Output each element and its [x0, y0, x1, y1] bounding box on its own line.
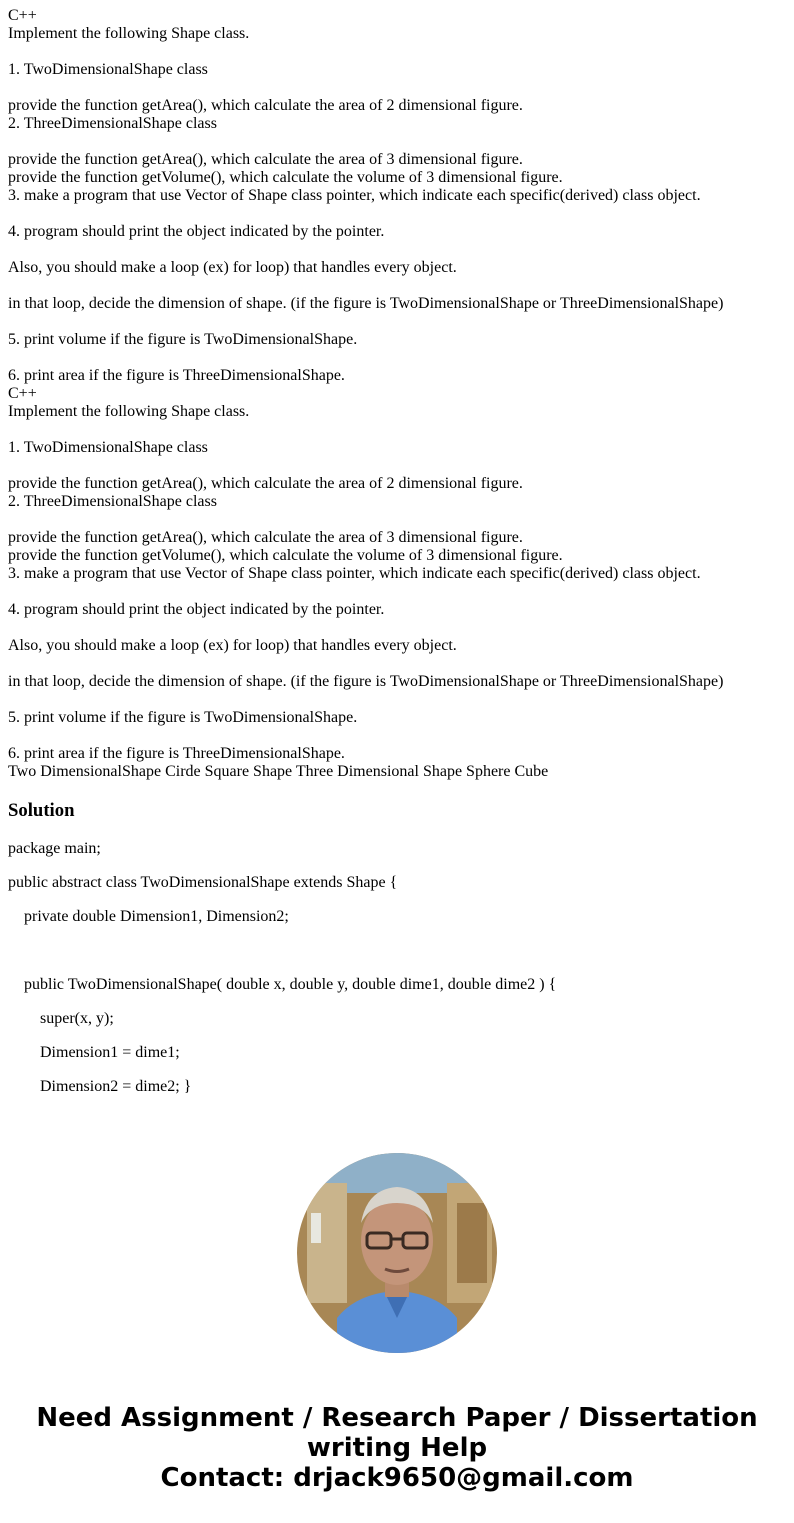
- code-line: public TwoDimensionalShape( double x, double y, double dime1, double dime2 ) {: [8, 976, 557, 993]
- question-line: 3. make a program that use Vector of Shape class pointer, which indicate each specific(derived) class object.: [8, 565, 701, 582]
- author-photo: [297, 1153, 497, 1353]
- question-text: [8, 7, 788, 781]
- question-line: provide the function getVolume(), which calculate the volume of 3 dimensional figure.: [8, 547, 563, 564]
- question-line: 4. program should print the object indicated by the pointer.: [8, 601, 385, 618]
- question-lines: [8, 7, 788, 763]
- question-line: [8, 241, 788, 259]
- question-line: [8, 43, 788, 61]
- question-line: 2. ThreeDimensionalShape class: [8, 493, 217, 510]
- question-line: 6. print area if the figure is ThreeDimensionalShape.: [8, 745, 345, 762]
- question-line: [8, 511, 788, 529]
- question-line: 5. print volume if the figure is TwoDimensionalShape.: [8, 709, 358, 726]
- solution-heading: Solution: [8, 800, 75, 821]
- promo-line-3: Contact: drjack9650@gmail.com: [160, 1463, 634, 1493]
- question-line: Implement the following Shape class.: [8, 403, 250, 420]
- question-line: [8, 277, 788, 295]
- question-line: 4. program should print the object indicated by the pointer.: [8, 223, 385, 240]
- figure-caption: Two DimensionalShape Cirde Square Shape Three Dimensional Shape Sphere Cube: [8, 763, 549, 780]
- question-line: [8, 583, 788, 601]
- question-line: [8, 727, 788, 745]
- question-line: provide the function getArea(), which calculate the area of 3 dimensional figure.: [8, 529, 523, 546]
- question-line: Implement the following Shape class.: [8, 25, 250, 42]
- code-line: super(x, y);: [8, 1010, 114, 1027]
- code-line: Dimension1 = dime1;: [8, 1044, 180, 1061]
- promo-line-1: Need Assignment / Research Paper / Dissertation: [36, 1403, 758, 1433]
- code-line: package main;: [8, 840, 101, 857]
- question-line: in that loop, decide the dimension of shape. (if the figure is TwoDimensionalShape or ThreeDimensionalShape): [8, 295, 724, 312]
- question-line: Also, you should make a loop (ex) for loop) that handles every object.: [8, 259, 457, 276]
- promo-banner: [0, 1403, 794, 1493]
- question-line: [8, 79, 788, 97]
- question-line: [8, 619, 788, 637]
- promo-line-2: writing Help: [306, 1433, 488, 1463]
- code-line: Dimension2 = dime2; }: [8, 1078, 192, 1095]
- question-line: 2. ThreeDimensionalShape class: [8, 115, 217, 132]
- question-line: C++: [8, 7, 37, 24]
- question-line: [8, 349, 788, 367]
- question-line: C++: [8, 385, 37, 402]
- question-line: 1. TwoDimensionalShape class: [8, 61, 208, 78]
- question-line: [8, 133, 788, 151]
- author-photo-image: [297, 1153, 497, 1353]
- question-line: Also, you should make a loop (ex) for loop) that handles every object.: [8, 637, 457, 654]
- question-line: 3. make a program that use Vector of Shape class pointer, which indicate each specific(derived) class object.: [8, 187, 701, 204]
- question-line: [8, 421, 788, 439]
- question-line: provide the function getArea(), which calculate the area of 3 dimensional figure.: [8, 151, 523, 168]
- question-line: provide the function getArea(), which calculate the area of 2 dimensional figure.: [8, 475, 523, 492]
- question-line: provide the function getArea(), which calculate the area of 2 dimensional figure.: [8, 97, 523, 114]
- question-line: [8, 655, 788, 673]
- code-line: [8, 942, 788, 976]
- question-line: [8, 691, 788, 709]
- code-line: private double Dimension1, Dimension2;: [8, 908, 289, 925]
- code-line: public abstract class TwoDimensionalShape extends Shape {: [8, 874, 398, 891]
- question-line: provide the function getVolume(), which calculate the volume of 3 dimensional figure.: [8, 169, 563, 186]
- question-line: 1. TwoDimensionalShape class: [8, 439, 208, 456]
- question-line: in that loop, decide the dimension of shape. (if the figure is TwoDimensionalShape or ThreeDimensionalShape): [8, 673, 724, 690]
- question-line: [8, 457, 788, 475]
- question-line: [8, 313, 788, 331]
- solution-code: [8, 840, 788, 1112]
- question-line: 6. print area if the figure is ThreeDimensionalShape.: [8, 367, 345, 384]
- question-line: [8, 205, 788, 223]
- question-line: 5. print volume if the figure is TwoDimensionalShape.: [8, 331, 358, 348]
